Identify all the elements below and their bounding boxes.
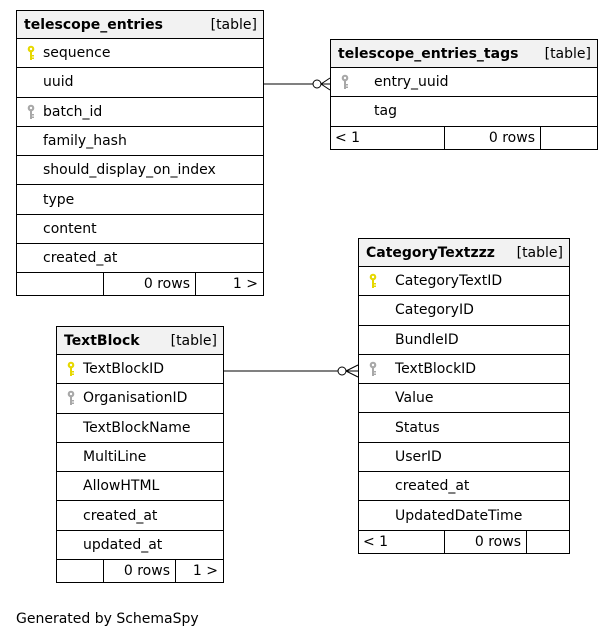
column-row[interactable]: [17, 98, 263, 127]
column-name: MultiLine: [83, 449, 147, 466]
column-name: created_at: [395, 478, 470, 495]
column-row[interactable]: [359, 267, 569, 296]
column-name: content: [43, 220, 97, 237]
column-name: sequence: [43, 45, 111, 62]
table-footer: [359, 531, 569, 553]
table-header: [17, 11, 263, 39]
table-footer: [17, 273, 263, 295]
relation-textblockid-to-textblockid: [224, 365, 358, 377]
column-row[interactable]: [17, 215, 263, 244]
column-row[interactable]: [17, 127, 263, 156]
column-row[interactable]: [57, 355, 223, 384]
table-footer: [57, 560, 223, 582]
column-name: tag: [374, 103, 397, 120]
column-name: UserID: [395, 448, 442, 465]
row-count: 0 rows: [444, 531, 526, 553]
table-type: [table]: [516, 244, 563, 261]
column-row[interactable]: [331, 97, 597, 126]
column-name: should_display_on_index: [43, 162, 216, 179]
row-count: 0 rows: [103, 273, 195, 295]
column-name: Status: [395, 419, 440, 436]
column-row[interactable]: [17, 156, 263, 185]
key-icon: [368, 361, 378, 377]
column-name: TextBlockID: [395, 361, 477, 378]
column-row[interactable]: [57, 443, 223, 472]
table-type: [table]: [210, 16, 257, 33]
column-row[interactable]: [331, 68, 597, 97]
table-header: [359, 239, 569, 267]
column-row[interactable]: [57, 384, 223, 413]
column-name: updated_at: [83, 536, 163, 553]
parent-link[interactable]: < 1: [335, 129, 361, 146]
child-link[interactable]: 1 >: [195, 273, 263, 295]
table-header: [57, 327, 223, 355]
column-name: CategoryID: [395, 302, 474, 319]
column-name: created_at: [83, 507, 158, 524]
key-icon: [66, 390, 76, 406]
column-row[interactable]: [359, 443, 569, 472]
table-name[interactable]: telescope_entries_tags: [338, 45, 519, 62]
table-category-textzzz[interactable]: [358, 238, 570, 554]
column-row[interactable]: [57, 472, 223, 501]
table-name[interactable]: telescope_entries: [24, 16, 163, 33]
column-row[interactable]: [17, 39, 263, 68]
column-name: created_at: [43, 250, 118, 267]
column-name: Value: [395, 390, 434, 407]
column-row[interactable]: [17, 185, 263, 214]
column-name: batch_id: [43, 103, 103, 120]
column-name: OrganisationID: [83, 390, 188, 407]
generated-by-label: Generated by SchemaSpy: [16, 611, 199, 627]
column-row[interactable]: [57, 414, 223, 443]
relation-uuid-to-entry-uuid: [264, 78, 330, 90]
table-telescope-entries[interactable]: [16, 10, 264, 296]
row-count: 0 rows: [103, 560, 175, 582]
column-row[interactable]: [359, 384, 569, 413]
parent-link[interactable]: < 1: [363, 533, 389, 550]
table-text-block[interactable]: [56, 326, 224, 583]
child-link[interactable]: 1 >: [175, 560, 223, 582]
column-row[interactable]: [359, 326, 569, 355]
column-name: family_hash: [43, 133, 127, 150]
key-icon: [368, 273, 378, 289]
column-name: CategoryTextID: [395, 273, 503, 290]
column-row[interactable]: [57, 531, 223, 560]
row-count: 0 rows: [444, 127, 540, 149]
key-icon: [340, 74, 350, 90]
key-icon: [26, 45, 36, 61]
key-icon: [66, 361, 76, 377]
column-row[interactable]: [17, 244, 263, 273]
column-row[interactable]: [17, 68, 263, 97]
table-header: [331, 40, 597, 68]
column-row[interactable]: [359, 355, 569, 384]
column-name: BundleID: [395, 331, 459, 348]
table-name[interactable]: CategoryTextzzz: [366, 244, 495, 261]
key-icon: [26, 104, 36, 120]
column-row[interactable]: [359, 296, 569, 325]
column-name: uuid: [43, 74, 74, 91]
column-name: entry_uuid: [374, 74, 449, 91]
table-type: [table]: [544, 45, 591, 62]
table-telescope-entries-tags[interactable]: [330, 39, 598, 150]
column-name: UpdatedDateTime: [395, 507, 523, 524]
column-name: TextBlockName: [83, 419, 191, 436]
column-name: TextBlockID: [83, 361, 165, 378]
column-name: type: [43, 191, 75, 208]
table-type: [table]: [170, 332, 217, 349]
column-row[interactable]: [57, 501, 223, 530]
table-name[interactable]: TextBlock: [64, 332, 140, 349]
table-footer: [331, 127, 597, 149]
column-name: AllowHTML: [83, 478, 160, 495]
column-row[interactable]: [359, 501, 569, 530]
column-row[interactable]: [359, 413, 569, 442]
column-row[interactable]: [359, 472, 569, 501]
